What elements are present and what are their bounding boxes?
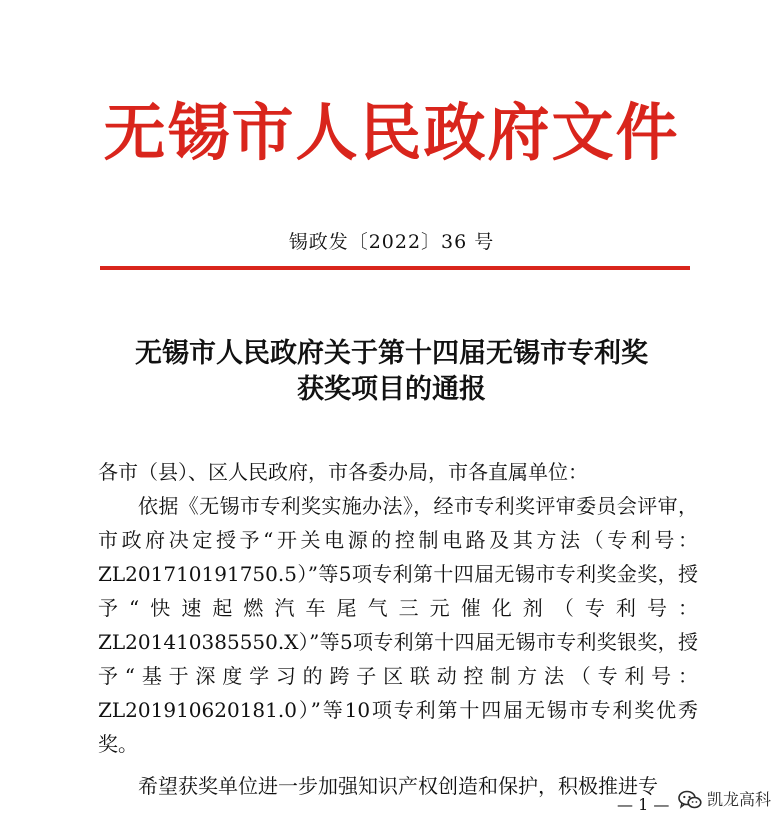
- watermark-text: 凯龙高科: [706, 790, 771, 809]
- notice-title-line-1: 无锡市人民政府关于第十四届无锡市专利奖: [135, 338, 648, 369]
- document-number: 锡政发〔2022〕36 号: [288, 231, 495, 253]
- watermark: [678, 788, 771, 812]
- notice-title-line-2: 获奖项目的通报: [297, 374, 486, 405]
- notice-title: [0, 336, 783, 408]
- wechat-icon: [678, 790, 702, 810]
- document-header-title: 无锡市人民政府文件: [103, 96, 680, 169]
- page-number: — 1 —: [617, 795, 670, 814]
- red-divider-rule: [100, 266, 690, 270]
- body-paragraph-2: 希望获奖单位进一步加强知识产权创造和保护，积极推进专: [138, 774, 658, 798]
- body-paragraph-1: 依据《无锡市专利奖实施办法》，经市专利奖评审委员会评审，市政府决定授予“开关电源的控制电路及其方法（专利号：ZL201710191750.5）”等5项专利第十四届无锡市专利奖金奖，授予“快速起燃汽车尾气三元催化剂（专利号：ZL201410385550.X）”等5项专利第十四届无锡市专利奖银奖，授予“基于深度学习的跨子区联动控制方法（专利号：ZL201910620181.0）”等10项专利第十四届无锡市专利奖优秀奖。: [98, 494, 698, 756]
- salutation: 各市（县）、区人民政府，市各委办局，市各直属单位：: [98, 460, 588, 484]
- notice-body: [98, 455, 698, 803]
